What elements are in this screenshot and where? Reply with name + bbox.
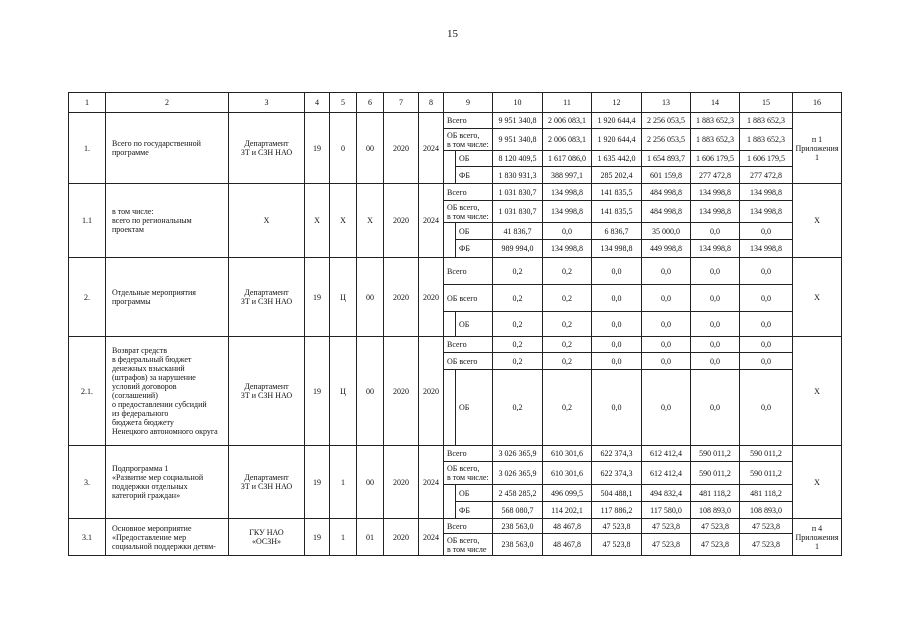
row-number: 2.1. [69, 337, 106, 446]
column-header: 16 [793, 93, 842, 113]
table-row [69, 446, 842, 462]
amount-cell: 2 458 285,2 [493, 485, 543, 502]
amount-cell: 9 951 340,8 [493, 129, 543, 151]
code-cell: 00 [357, 113, 384, 184]
source-indent [444, 485, 456, 502]
code-cell: 19 [305, 113, 330, 184]
amount-cell: 0,2 [493, 370, 543, 446]
funding-source: Всего [444, 113, 493, 129]
amount-cell: 1 830 931,3 [493, 167, 543, 184]
column-header: 13 [642, 93, 691, 113]
amount-cell: 134 998,8 [543, 184, 592, 201]
amount-cell: 0,0 [642, 312, 691, 337]
amount-cell: 47 523,8 [740, 534, 793, 556]
row-number: 3.1 [69, 519, 106, 556]
amount-cell: 47 523,8 [592, 519, 642, 534]
amount-cell: 0,2 [493, 285, 543, 312]
table-row [69, 184, 842, 201]
start-year: 2020 [384, 184, 419, 258]
note-cell: п 1 Приложения 1 [793, 113, 842, 184]
amount-cell: 0,2 [543, 337, 592, 353]
amount-cell: 989 994,0 [493, 240, 543, 258]
program-name: Всего по государственной программе [106, 113, 229, 184]
executor: Департамент ЗТ и СЗН НАО [229, 337, 305, 446]
amount-cell: 134 998,8 [691, 240, 740, 258]
amount-cell: 622 374,3 [592, 446, 642, 462]
amount-cell: 1 031 830,7 [493, 201, 543, 223]
amount-cell: 47 523,8 [691, 519, 740, 534]
amount-cell: 0,2 [543, 258, 592, 285]
funding-source: ОБ всего, в том числе: [444, 201, 493, 223]
funding-source: ОБ [456, 223, 493, 240]
amount-cell: 0,0 [740, 312, 793, 337]
amount-cell: 496 099,5 [543, 485, 592, 502]
executor: Департамент ЗТ и СЗН НАО [229, 113, 305, 184]
column-header: 8 [419, 93, 444, 113]
program-name: Подпрограмма 1 «Развитие мер социальной поддержки отдельных категорий граждан» [106, 446, 229, 519]
amount-cell: 590 011,2 [691, 462, 740, 485]
amount-cell: 117 886,2 [592, 502, 642, 519]
amount-cell: 0,0 [592, 370, 642, 446]
funding-source: ОБ [456, 151, 493, 167]
amount-cell: 1 883 652,3 [740, 129, 793, 151]
amount-cell: 48 467,8 [543, 534, 592, 556]
funding-source: ФБ [456, 240, 493, 258]
amount-cell: 0,0 [642, 285, 691, 312]
table-row [69, 519, 842, 534]
funding-source: Всего [444, 446, 493, 462]
note-cell: Х [793, 258, 842, 337]
amount-cell: 622 374,3 [592, 462, 642, 485]
amount-cell: 134 998,8 [691, 201, 740, 223]
amount-cell: 1 883 652,3 [691, 113, 740, 129]
funding-source: ФБ [456, 502, 493, 519]
table-row [69, 113, 842, 129]
funding-source: ОБ всего, в том числе: [444, 462, 493, 485]
amount-cell: 0,0 [691, 312, 740, 337]
amount-cell: 134 998,8 [543, 201, 592, 223]
amount-cell: 238 563,0 [493, 519, 543, 534]
amount-cell: 484 998,8 [642, 184, 691, 201]
amount-cell: 0,0 [691, 353, 740, 370]
executor: Департамент ЗТ и СЗН НАО [229, 258, 305, 337]
amount-cell: 0,0 [592, 285, 642, 312]
amount-cell: 388 997,1 [543, 167, 592, 184]
amount-cell: 590 011,2 [740, 446, 793, 462]
start-year: 2020 [384, 258, 419, 337]
amount-cell: 114 202,1 [543, 502, 592, 519]
amount-cell: 2 256 053,5 [642, 129, 691, 151]
budget-table [68, 92, 842, 556]
code-cell: 1 [330, 519, 357, 556]
column-header: 14 [691, 93, 740, 113]
amount-cell: 3 026 365,9 [493, 462, 543, 485]
column-header: 6 [357, 93, 384, 113]
amount-cell: 0,0 [691, 258, 740, 285]
table-row [69, 258, 842, 285]
funding-source: ФБ [456, 167, 493, 184]
code-cell: Х [330, 184, 357, 258]
amount-cell: 35 000,0 [642, 223, 691, 240]
executor: Департамент ЗТ и СЗН НАО [229, 446, 305, 519]
code-cell: 0 [330, 113, 357, 184]
program-name: Основное мероприятие «Предоставление мер социальной поддержки детям- [106, 519, 229, 556]
amount-cell: 2 256 053,5 [642, 113, 691, 129]
funding-source: ОБ всего, в том числе [444, 534, 493, 556]
funding-source: ОБ [456, 312, 493, 337]
end-year: 2020 [419, 258, 444, 337]
start-year: 2020 [384, 113, 419, 184]
code-cell: Ц [330, 258, 357, 337]
column-header: 10 [493, 93, 543, 113]
note-cell: п 4 Приложения 1 [793, 519, 842, 556]
amount-cell: 0,0 [740, 223, 793, 240]
amount-cell: 0,0 [642, 258, 691, 285]
amount-cell: 108 893,0 [691, 502, 740, 519]
amount-cell: 0,0 [691, 337, 740, 353]
start-year: 2020 [384, 446, 419, 519]
code-cell: Х [357, 184, 384, 258]
column-header: 9 [444, 93, 493, 113]
amount-cell: 1 606 179,5 [740, 151, 793, 167]
end-year: 2024 [419, 446, 444, 519]
program-name: в том числе: всего по региональным проектам [106, 184, 229, 258]
code-cell: 19 [305, 446, 330, 519]
amount-cell: 108 893,0 [740, 502, 793, 519]
source-indent [444, 502, 456, 519]
column-header: 12 [592, 93, 642, 113]
amount-cell: 285 202,4 [592, 167, 642, 184]
amount-cell: 0,0 [740, 258, 793, 285]
amount-cell: 41 836,7 [493, 223, 543, 240]
amount-cell: 0,0 [543, 223, 592, 240]
amount-cell: 0,0 [740, 337, 793, 353]
end-year: 2024 [419, 519, 444, 556]
amount-cell: 0,0 [691, 370, 740, 446]
column-header: 2 [106, 93, 229, 113]
amount-cell: 1 606 179,5 [691, 151, 740, 167]
amount-cell: 2 006 083,1 [543, 113, 592, 129]
amount-cell: 1 883 652,3 [691, 129, 740, 151]
amount-cell: 0,2 [493, 337, 543, 353]
funding-source: ОБ всего [444, 353, 493, 370]
amount-cell: 1 654 893,7 [642, 151, 691, 167]
amount-cell: 0,0 [740, 353, 793, 370]
amount-cell: 47 523,8 [592, 534, 642, 556]
header-row [69, 93, 842, 113]
note-cell: Х [793, 337, 842, 446]
column-header: 15 [740, 93, 793, 113]
amount-cell: 449 998,8 [642, 240, 691, 258]
amount-cell: 610 301,6 [543, 462, 592, 485]
amount-cell: 134 998,8 [740, 201, 793, 223]
amount-cell: 9 951 340,8 [493, 113, 543, 129]
amount-cell: 610 301,6 [543, 446, 592, 462]
source-indent [444, 151, 456, 167]
code-cell: Х [305, 184, 330, 258]
amount-cell: 1 617 086,0 [543, 151, 592, 167]
amount-cell: 0,2 [493, 353, 543, 370]
source-indent [444, 167, 456, 184]
amount-cell: 0,0 [740, 285, 793, 312]
amount-cell: 134 998,8 [592, 240, 642, 258]
amount-cell: 601 159,8 [642, 167, 691, 184]
executor: ГКУ НАО «ОСЗН» [229, 519, 305, 556]
note-cell: Х [793, 184, 842, 258]
amount-cell: 134 998,8 [543, 240, 592, 258]
amount-cell: 134 998,8 [740, 184, 793, 201]
amount-cell: 1 920 644,4 [592, 113, 642, 129]
amount-cell: 612 412,4 [642, 446, 691, 462]
funding-source: ОБ [456, 370, 493, 446]
column-header: 11 [543, 93, 592, 113]
code-cell: Ц [330, 337, 357, 446]
amount-cell: 0,2 [493, 258, 543, 285]
amount-cell: 8 120 409,5 [493, 151, 543, 167]
amount-cell: 6 836,7 [592, 223, 642, 240]
amount-cell: 0,0 [642, 370, 691, 446]
funding-source: ОБ всего, в том числе: [444, 129, 493, 151]
amount-cell: 1 635 442,0 [592, 151, 642, 167]
amount-cell: 277 472,8 [740, 167, 793, 184]
amount-cell: 0,2 [543, 353, 592, 370]
funding-source: Всего [444, 258, 493, 285]
amount-cell: 141 835,5 [592, 201, 642, 223]
amount-cell: 48 467,8 [543, 519, 592, 534]
note-cell: Х [793, 446, 842, 519]
amount-cell: 0,2 [543, 312, 592, 337]
amount-cell: 47 523,8 [740, 519, 793, 534]
source-indent [444, 312, 456, 337]
start-year: 2020 [384, 519, 419, 556]
code-cell: 00 [357, 446, 384, 519]
column-header: 3 [229, 93, 305, 113]
amount-cell: 3 026 365,9 [493, 446, 543, 462]
code-cell: 00 [357, 337, 384, 446]
column-header: 5 [330, 93, 357, 113]
amount-cell: 47 523,8 [691, 534, 740, 556]
amount-cell: 0,0 [642, 353, 691, 370]
amount-cell: 0,2 [493, 312, 543, 337]
funding-source: Всего [444, 184, 493, 201]
amount-cell: 0,0 [691, 223, 740, 240]
amount-cell: 0,0 [740, 370, 793, 446]
column-header: 4 [305, 93, 330, 113]
end-year: 2024 [419, 113, 444, 184]
source-indent [444, 370, 456, 446]
amount-cell: 504 488,1 [592, 485, 642, 502]
amount-cell: 134 998,8 [691, 184, 740, 201]
amount-cell: 568 080,7 [493, 502, 543, 519]
column-header: 1 [69, 93, 106, 113]
amount-cell: 590 011,2 [740, 462, 793, 485]
amount-cell: 47 523,8 [642, 534, 691, 556]
amount-cell: 1 031 830,7 [493, 184, 543, 201]
code-cell: 19 [305, 519, 330, 556]
amount-cell: 494 832,4 [642, 485, 691, 502]
amount-cell: 0,0 [691, 285, 740, 312]
amount-cell: 117 580,0 [642, 502, 691, 519]
amount-cell: 481 118,2 [740, 485, 793, 502]
amount-cell: 2 006 083,1 [543, 129, 592, 151]
row-number: 2. [69, 258, 106, 337]
amount-cell: 0,2 [543, 370, 592, 446]
program-name: Отдельные мероприятия программы [106, 258, 229, 337]
code-cell: 01 [357, 519, 384, 556]
end-year: 2024 [419, 184, 444, 258]
code-cell: 19 [305, 337, 330, 446]
amount-cell: 0,0 [592, 337, 642, 353]
funding-source: ОБ [456, 485, 493, 502]
end-year: 2020 [419, 337, 444, 446]
amount-cell: 141 835,5 [592, 184, 642, 201]
amount-cell: 0,0 [592, 353, 642, 370]
executor: Х [229, 184, 305, 258]
row-number: 1. [69, 113, 106, 184]
page-number: 15 [447, 28, 458, 40]
start-year: 2020 [384, 337, 419, 446]
source-indent [444, 223, 456, 240]
amount-cell: 47 523,8 [642, 519, 691, 534]
amount-cell: 481 118,2 [691, 485, 740, 502]
amount-cell: 134 998,8 [740, 240, 793, 258]
amount-cell: 590 011,2 [691, 446, 740, 462]
row-number: 1.1 [69, 184, 106, 258]
amount-cell: 0,2 [543, 285, 592, 312]
funding-source: ОБ всего [444, 285, 493, 312]
amount-cell: 612 412,4 [642, 462, 691, 485]
amount-cell: 0,0 [642, 337, 691, 353]
row-number: 3. [69, 446, 106, 519]
funding-source: Всего [444, 519, 493, 534]
code-cell: 1 [330, 446, 357, 519]
program-name: Возврат средств в федеральный бюджет денежных взысканий (штрафов) за нарушение условий договоров (соглашений) о предоставлении субсидий из федерального бюджета бюджету Ненецкого автономного округа [106, 337, 229, 446]
amount-cell: 277 472,8 [691, 167, 740, 184]
code-cell: 19 [305, 258, 330, 337]
source-indent [444, 240, 456, 258]
amount-cell: 238 563,0 [493, 534, 543, 556]
amount-cell: 484 998,8 [642, 201, 691, 223]
code-cell: 00 [357, 258, 384, 337]
amount-cell: 0,0 [592, 258, 642, 285]
amount-cell: 1 883 652,3 [740, 113, 793, 129]
amount-cell: 1 920 644,4 [592, 129, 642, 151]
column-header: 7 [384, 93, 419, 113]
table-row [69, 337, 842, 353]
funding-source: Всего [444, 337, 493, 353]
amount-cell: 0,0 [592, 312, 642, 337]
